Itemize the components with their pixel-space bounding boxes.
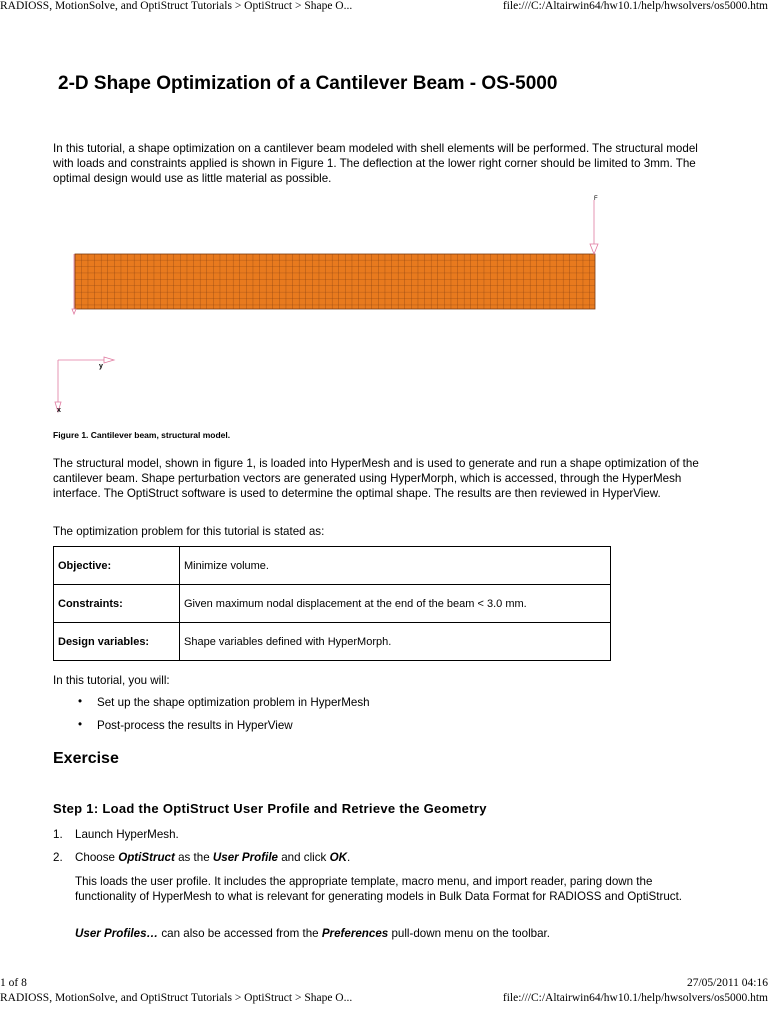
table-label: Design variables: <box>54 623 180 661</box>
footer-url: file:///C:/Altairwin64/hw10.1/help/hwsolvers/os5000.htm <box>502 992 768 1004</box>
beam-mesh <box>75 254 595 309</box>
cantilever-figure <box>0 0 768 440</box>
axis-y-label: y <box>99 363 103 370</box>
page-title: 2-D Shape Optimization of a Cantilever Beam - OS-5000 <box>58 73 558 94</box>
user-profiles-term: User Profiles… <box>75 927 159 940</box>
list-item: • Post-process the results in HyperView <box>53 719 370 742</box>
table-value: Shape variables defined with HyperMorph. <box>180 623 611 661</box>
note-text: pull-down menu on the toolbar. <box>388 927 550 940</box>
step-2-description: This loads the user profile. It includes the appropriate template, macro menu, and import reader, paring down the functionality of HyperMesh to what is relevant for generating models in Bulk Data Format for RADIOSS and OptiStruct. <box>75 875 683 903</box>
step-number: 2. <box>53 851 63 864</box>
table-label: Objective: <box>54 547 180 585</box>
preferences-term: Preferences <box>321 927 389 940</box>
step-2-note <box>75 926 715 941</box>
optistruct-term: OptiStruct <box>118 851 175 864</box>
tutorial-bullets <box>53 696 370 742</box>
header-url: file:///C:/Altairwin64/hw10.1/help/hwsolvers/os5000.htm <box>502 0 768 12</box>
optimization-table <box>53 546 611 661</box>
force-label: F <box>594 196 598 202</box>
step1-heading: Step 1: Load the OptiStruct User Profile and Retrieve the Geometry <box>53 801 487 816</box>
list-item: • Set up the shape optimization problem in HyperMesh <box>53 696 370 719</box>
footer-datetime: 27/05/2011 04:16 <box>686 977 768 989</box>
footer-page: 1 of 8 <box>0 977 27 989</box>
tutorial-intro: In this tutorial, you will: <box>53 674 170 687</box>
table-value: Given maximum nodal displacement at the end of the beam < 3.0 mm. <box>180 585 611 623</box>
step-text: and click <box>278 851 330 864</box>
table-row <box>54 585 611 623</box>
note-text: can also be accessed from the <box>158 927 322 940</box>
user-profile-term: User Profile <box>212 851 278 864</box>
table-row <box>54 547 611 585</box>
exercise-heading: Exercise <box>53 750 119 767</box>
step-2 <box>53 851 350 864</box>
table-label: Constraints: <box>54 585 180 623</box>
problem-intro: The optimization problem for this tutorial is stated as: <box>53 525 325 538</box>
table-row <box>54 623 611 661</box>
axis-x-label: x <box>57 407 61 414</box>
step-text: Launch HyperMesh. <box>75 828 179 841</box>
step-1 <box>53 828 179 841</box>
figure-caption: Figure 1. Cantilever beam, structural model. <box>53 430 231 440</box>
intro-paragraph: In this tutorial, a shape optimization on a cantilever beam modeled with shell elements will be performed. The structural model with loads and constraints applied is shown in Figure 1. The deflection at the lower right corner should be limited to 3mm. The optimal design would use as little material as possible. <box>53 142 698 185</box>
model-paragraph: The structural model, shown in figure 1, is loaded into HyperMesh and is used to generate and run a shape optimization of the cantilever beam. Shape perturbation vectors are generated using HyperMorph, which is accessed, through the HyperMesh interface. The OptiStruct software is used to determine the optimal shape. The results are then reviewed in HyperView. <box>53 457 699 500</box>
header-breadcrumb: RADIOSS, MotionSolve, and OptiStruct Tutorials > OptiStruct > Shape O... <box>0 0 353 12</box>
step-number: 1. <box>53 828 63 841</box>
step-text: as the <box>174 851 213 864</box>
axis-triad <box>55 357 114 412</box>
force-arrow <box>590 200 598 254</box>
table-value: Minimize volume. <box>180 547 611 585</box>
footer-breadcrumb: RADIOSS, MotionSolve, and OptiStruct Tutorials > OptiStruct > Shape O... <box>0 992 353 1004</box>
ok-term: OK <box>329 851 347 864</box>
step-text: . <box>346 851 351 864</box>
step-text: Choose <box>75 851 119 864</box>
